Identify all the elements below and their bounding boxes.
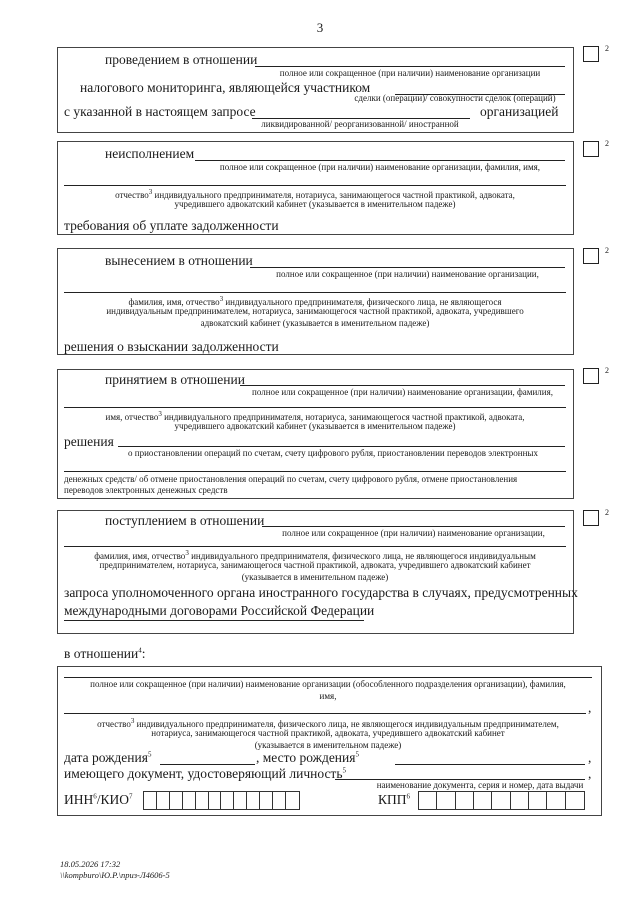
checkbox-note: 2 [605,139,609,148]
field-line[interactable] [64,471,566,472]
section-suspension-decision: решения [64,434,114,449]
caption: наименование документа, серия и номер, дата выдачи [376,780,584,790]
section-monitoring-checkbox[interactable] [583,46,599,62]
caption: фамилия, имя, отчество$^3$ индивидуального предпринимателя, физического лица, не являющегося индивидуальным [94,549,536,561]
digit-cell[interactable] [456,792,474,809]
section-monitoring-line2: налогового мониторинга, являющейся участником [80,80,371,95]
caption: адвокатский кабинет (указывается в именительном падеже) [200,318,430,328]
digit-cell[interactable] [547,792,565,809]
caption: учредившего адвокатский кабинет (указывается в именительном падеже) [174,421,456,431]
caption: отчество$^3$ индивидуального предпринимателя, физического лица, не являющегося индивидуальным предпринимателем, [97,717,559,729]
digit-cell[interactable] [183,792,196,809]
section-foreign-request-tail1: запроса уполномоченного органа иностранного государства в случаях, предусмотренных [64,585,578,600]
caption: полное или сокращенное (при наличии) наименование организации (обособленного подразделения организации), фамилия, [90,679,566,689]
caption: имя, отчество$^3$ индивидуального предпринимателя, нотариуса, занимающегося частной практикой, адвоката, [105,410,525,422]
caption: полное или сокращенное (при наличии) наименование организации, [276,269,539,279]
checkbox-note: 2 [605,366,609,375]
digit-cell[interactable] [209,792,222,809]
comma: , [588,750,592,765]
digit-cell[interactable] [234,792,247,809]
caption: (указывается в именительном падеже) [254,740,402,750]
caption: нотариуса, занимающегося частной практикой, адвоката, учредившего адвокатский кабинет [151,728,505,738]
identity-document-label: имеющего документ, удостоверяющий личность$^5$ [64,766,346,781]
section-suspension-checkbox[interactable] [583,368,599,384]
section-monitoring-lead: проведением в отношении [105,52,258,67]
digit-cell[interactable] [157,792,170,809]
digit-cell[interactable] [511,792,529,809]
section-foreign-request-checkbox[interactable] [583,510,599,526]
section-resolution-tail: решения о взыскании задолженности [64,339,279,354]
checkbox-note: 2 [605,44,609,53]
field-line[interactable] [64,620,364,621]
caption: денежных средств/ об отмене приостановления операций по счетам, счету цифрового рубля, отмене приостановления [64,474,518,484]
digit-cell[interactable] [286,792,298,809]
section-resolution-lead: вынесением в отношении [105,253,253,268]
caption: полное или сокращенное (при наличии) наименование организации, [282,528,545,538]
kpp-input-grid[interactable] [418,791,585,810]
comma: , [588,700,592,715]
caption: полное или сокращенное (при наличии) наименование организации, фамилия, имя, [219,162,541,172]
caption: индивидуальным предпринимателем, нотариуса, занимающегося частной практикой, адвоката, учредившего [106,306,524,316]
birth-place-field[interactable] [395,764,585,765]
inn-kio-input-grid[interactable] [143,791,300,810]
caption: ликвидированной/ реорганизованной/ иностранной [261,119,459,129]
caption: переводов электронных денежных средств [64,485,228,495]
section-resolution-checkbox[interactable] [583,248,599,264]
field-line[interactable] [64,713,586,714]
section-nonfulfillment-lead: неисполнением [105,146,195,161]
birth-date-field[interactable] [160,764,255,765]
digit-cell[interactable] [170,792,183,809]
footer-timestamp: 18.05.2026 17:32 [60,859,121,869]
caption: (указывается в именительном падеже) [241,572,389,582]
section-foreign-request-tail2: международными договорами Российской Федерации [64,603,375,618]
caption: полное или сокращенное (при наличии) наименование организации [279,68,541,78]
digit-cell[interactable] [437,792,455,809]
digit-cell[interactable] [222,792,235,809]
caption: о приостановлении операций по счетам, счету цифрового рубля, приостановлении переводов электронных [128,448,538,458]
section-nonfulfillment-checkbox[interactable] [583,141,599,157]
caption: фамилия, имя, отчество$^3$ индивидуального предпринимателя, физического лица, не являющегося [128,295,502,307]
section-monitoring-line3-right: организацией [480,104,559,119]
digit-cell[interactable] [419,792,437,809]
section-monitoring-line3: с указанной в настоящем запросе [64,104,256,119]
caption: отчество$^3$ индивидуального предпринимателя, нотариуса, занимающегося частной практикой, адвоката, [115,188,515,200]
page-number: 3 [316,20,324,35]
checkbox-note: 2 [605,246,609,255]
regarding-label: в отношении$^4$: [64,646,146,661]
digit-cell[interactable] [144,792,157,809]
checkbox-note: 2 [605,508,609,517]
birth-place-label: , место рождения$^5$ [256,750,359,765]
digit-cell[interactable] [247,792,260,809]
digit-cell[interactable] [566,792,583,809]
caption: сделки (операции)/ совокупности сделок (операций) [354,93,556,103]
footer-file-path: \\kompburo\Ю.Р.\приз-Л4606-5 [60,870,170,880]
caption: учредившего адвокатский кабинет (указывается в именительном падеже) [174,199,456,209]
caption: полное или сокращенное (при наличии) наименование организации, фамилия, [252,387,553,397]
caption: имя, [319,691,337,701]
digit-cell[interactable] [529,792,547,809]
digit-cell[interactable] [474,792,492,809]
digit-cell[interactable] [196,792,209,809]
kpp-label: КПП$^6$ [378,792,411,807]
section-foreign-request-lead: поступлением в отношении [105,513,265,528]
birth-date-label: дата рождения$^5$ [64,750,152,765]
caption: предпринимателем, нотариуса, занимающегося частной практикой, адвоката, учредившего адвокатский кабинет [99,560,531,570]
digit-cell[interactable] [273,792,286,809]
digit-cell[interactable] [260,792,273,809]
digit-cell[interactable] [492,792,510,809]
section-nonfulfillment-tail: требования об уплате задолженности [64,218,279,233]
section-suspension-lead: принятием в отношении [105,372,245,387]
inn-kio-label: ИНН$^6$/КИО$^7$ [64,792,133,807]
comma: , [588,766,592,781]
